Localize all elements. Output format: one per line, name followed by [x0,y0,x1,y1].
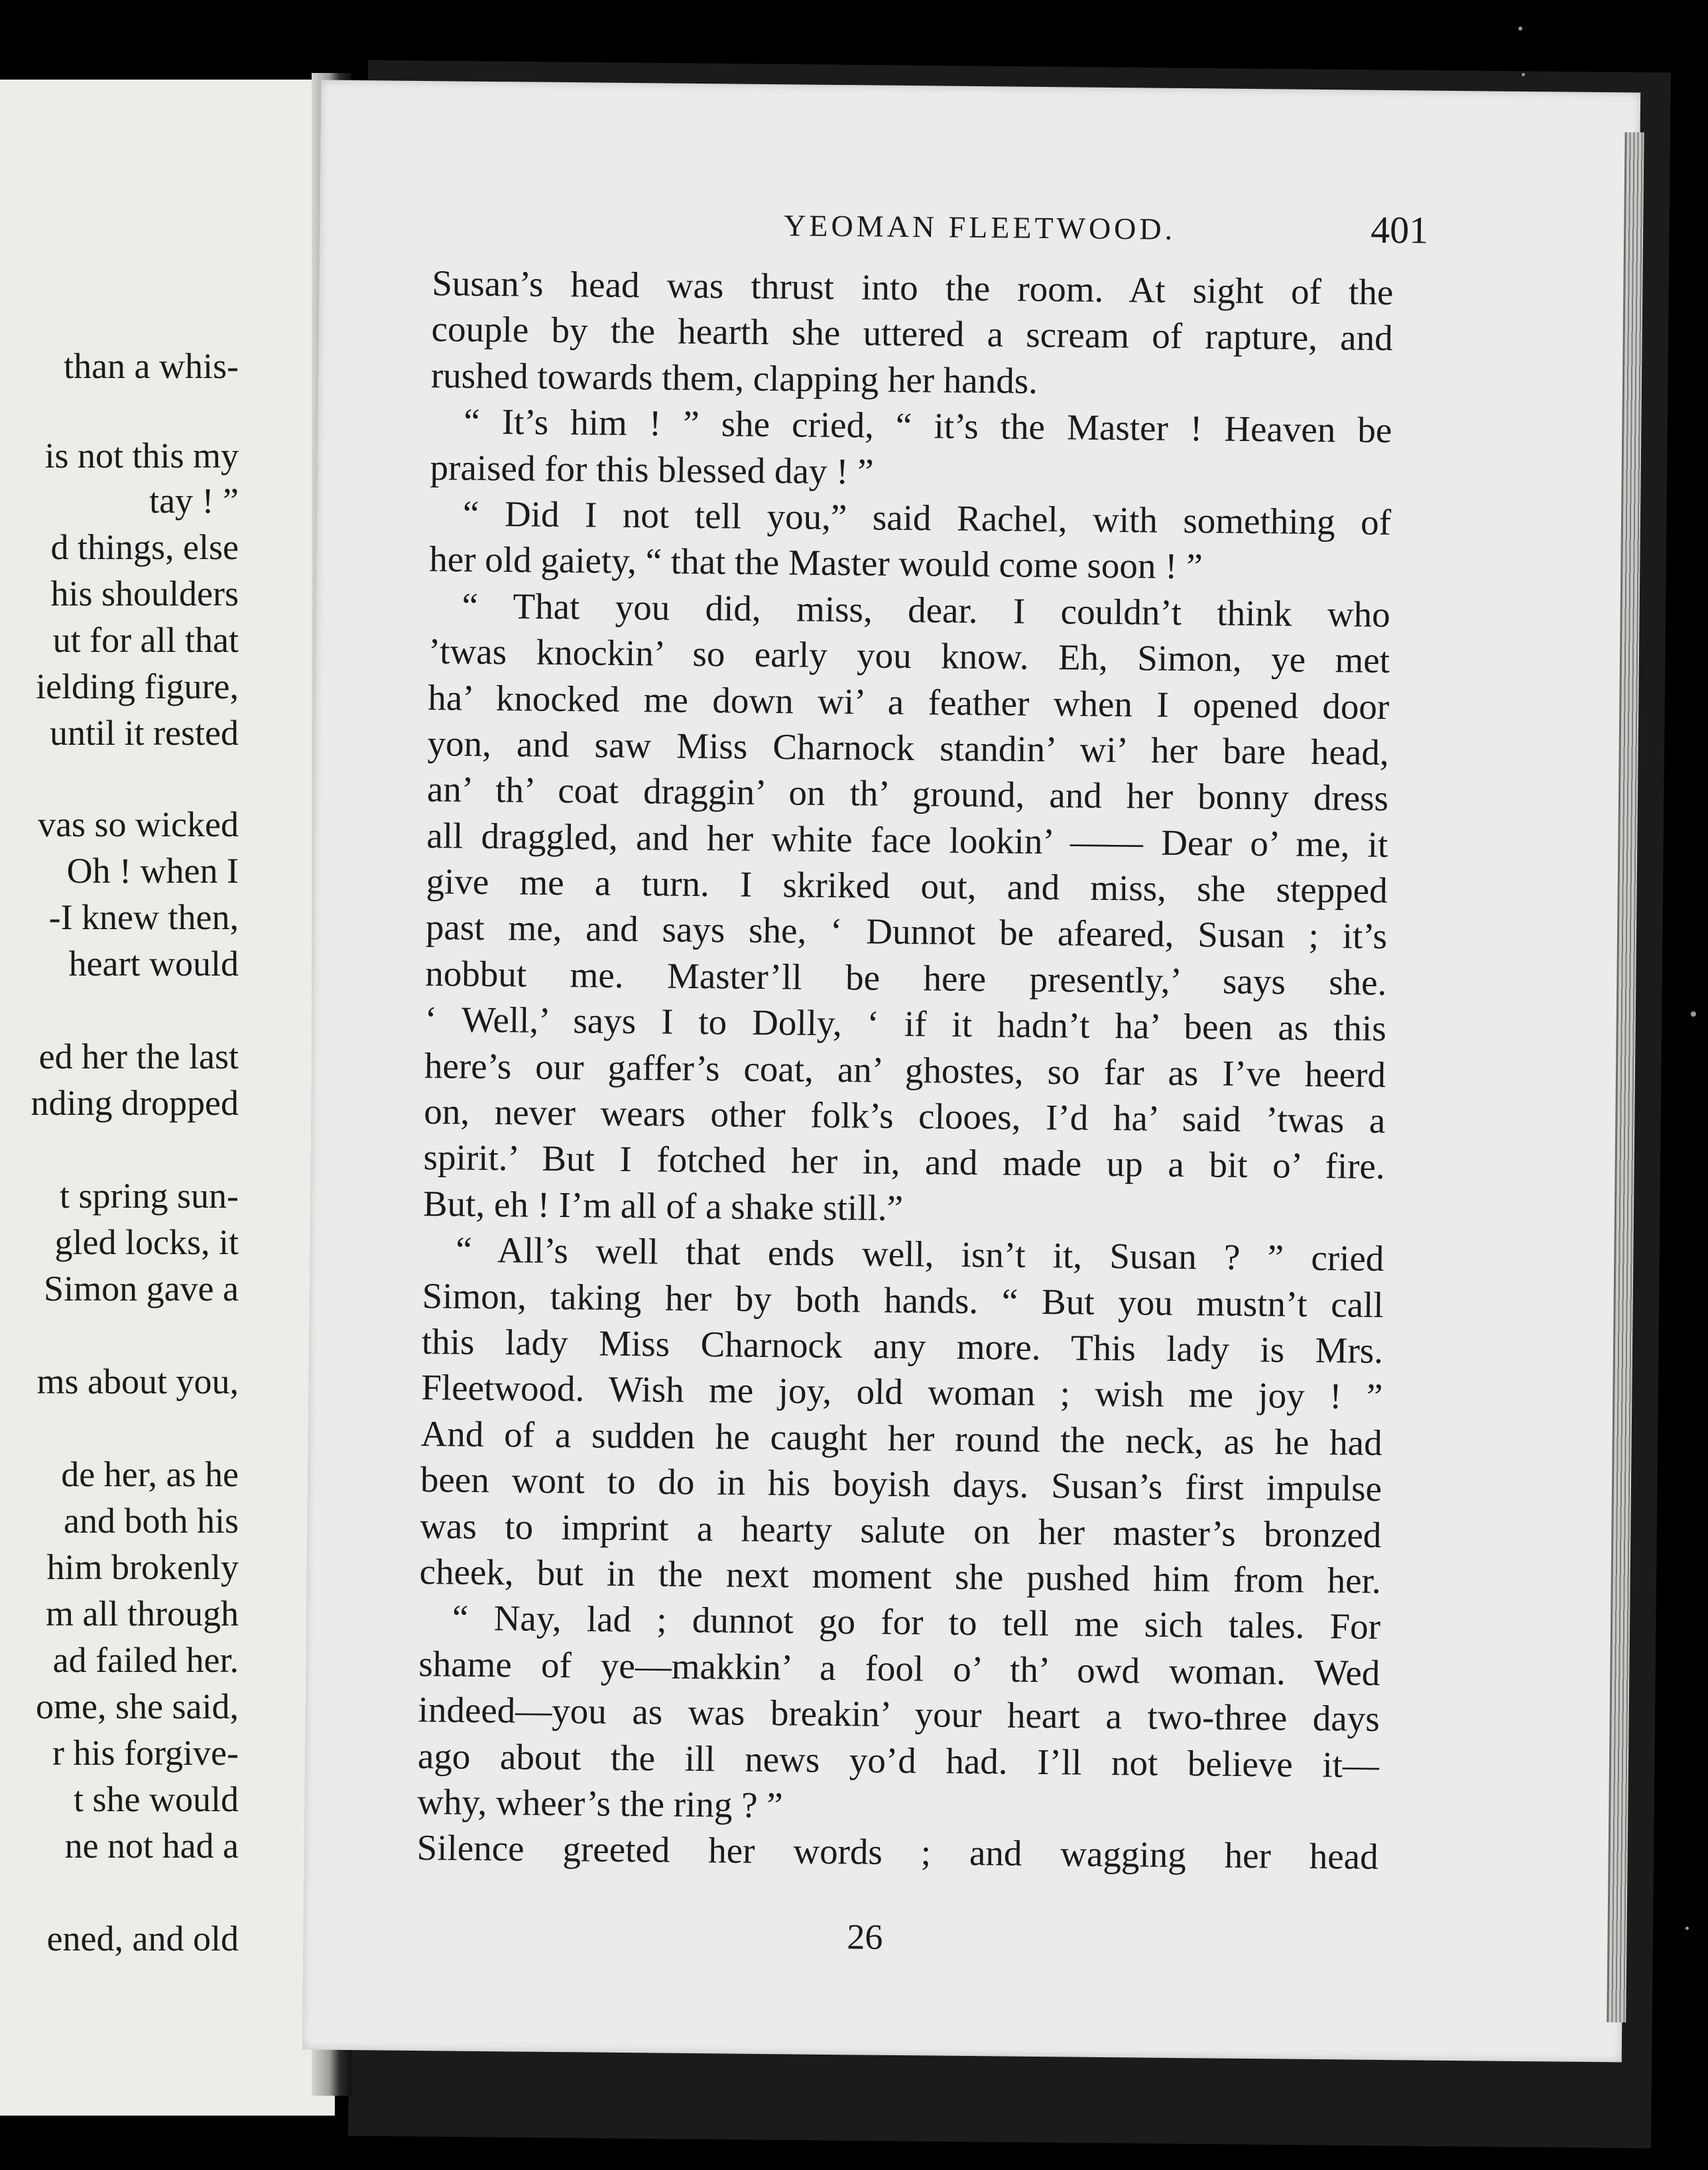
text-line: shame of ye—makkin’ a fool o’ th’ owd woman. Wed [418,1643,1380,1693]
text-line: But, eh ! I’m all of a shake still.” [422,1182,904,1228]
left-page-line: Simon gave a [44,1269,239,1308]
dust-speck [1691,1011,1696,1017]
text-line: “ All’s well that ends well, isn’t it, Susan ? ” cried [456,1229,1384,1279]
text-line: spirit.’ But I fotched her in, and made up a bit o’ fire. [423,1137,1385,1187]
text-line: this lady Miss Charnock any more. This lady is Mrs. [421,1321,1384,1371]
left-page-line: nding dropped [30,1083,239,1123]
text-line: Silence greeted her words ; and wagging her head [416,1827,1378,1878]
dust-speck [1685,1927,1689,1930]
left-page-line: ome, she said, [36,1687,239,1726]
text-line: all draggled, and her white face lookin’ —— Dear o’ me, it [426,814,1388,865]
text-line: ago about the ill news yo’d had. I’ll not believe it— [417,1735,1380,1785]
left-page-line: ad failed her. [52,1640,239,1680]
left-page-line: him brokenly [46,1547,239,1587]
text-line: here’s our gaffer’s coat, an’ ghostes, so far as I’ve heerd [424,1045,1386,1095]
text-line: “ Did I not tell you,” said Rachel, with something of [462,493,1392,542]
left-page-line: than a whis- [64,346,239,386]
text-line: ’twas knockin’ so early you know. Eh, Simon, ye met [428,631,1390,681]
text-line: yon, and saw Miss Charnock standin’ wi’ her bare head, [427,723,1389,773]
body-text [416,260,1393,1880]
text-line: her old gaiety, “ that the Master would come soon ! ” [429,539,1203,587]
text-line: past me, and says she, ‘ Dunnot be afeared, Susan ; it’s [425,907,1388,957]
text-line: “ It’s him ! ” she cried, “ it’s the Master ! Heaven be [463,401,1392,451]
left-page-line: t she would [74,1779,239,1819]
signature-mark: 26 [847,1917,883,1957]
dust-speck [1518,27,1522,31]
left-page-line: -I knew then, [48,897,239,937]
text-line: cheek, but in the next moment she pushed him from her. [419,1551,1381,1601]
left-page-line: r his forgive- [52,1733,239,1773]
dust-speck [1522,73,1525,76]
left-page-line: ut for all that [52,620,239,660]
page-number: 401 [1370,208,1429,252]
text-line: praised for this blessed day ! ” [430,446,874,492]
text-line: “ Nay, lad ; dunnot go for to tell me sich tales. For [452,1597,1381,1647]
text-line: ha’ knocked me down wi’ a feather when I opened door [428,676,1390,727]
text-line: And of a sudden he caught her round the neck, as he had [420,1413,1382,1463]
text-line: ‘ Well,’ says I to Dolly, ‘ if it hadn’t ha’ been as this [424,999,1386,1049]
left-page-line: de her, as he [61,1454,239,1494]
text-line: nobbut me. Master’ll be here presently,’ says she. [425,952,1387,1003]
text-line: Susan’s head was thrust into the room. At sight of the [432,263,1394,313]
right-page [302,80,1640,2063]
left-page-line: d things, else [50,527,239,567]
left-page-line: Oh ! when I [66,851,239,891]
text-line: give me a turn. I skriked out, and miss, she stepped [426,861,1388,911]
left-page-line: and both his [64,1501,239,1541]
left-facing-page [0,80,335,2116]
left-page-line: ielding figure, [36,667,239,706]
left-page-line: gled locks, it [54,1222,239,1262]
text-line: “ That you did, miss, dear. I couldn’t think who [461,585,1390,635]
left-page-line: his shoulders [50,574,239,613]
left-page-line: tay ! ” [149,481,239,521]
left-page-line: ed her the last [38,1037,239,1076]
text-line: couple by the hearth she uttered a scream of rapture, and [431,308,1393,359]
text-line: been wont to do in his boyish days. Susan’s first impulse [420,1459,1382,1509]
left-page-line: ened, and old [46,1919,239,1958]
text-line: on, never wears other folk’s clooes, I’d ha’ said ’twas a [424,1091,1386,1141]
left-page-line: m all through [46,1594,239,1633]
left-page-line: ne not had a [64,1826,239,1866]
text-line: rushed towards them, clapping her hands. [430,354,1038,401]
text-line: was to imprint a hearty salute on her master’s bronzed [420,1505,1382,1555]
left-page-line: t spring sun- [60,1176,239,1216]
text-line: indeed—you as was breakin’ your heart a two-three days [418,1689,1380,1740]
text-line: why, wheer’s the ring ? ” [417,1781,783,1826]
text-line: an’ th’ coat draggin’ on th’ ground, and her bonny dress [426,769,1389,819]
left-page-line: ms about you, [36,1362,239,1401]
left-page-line: heart would [68,944,239,984]
running-head: YEOMAN FLEETWOOD. [783,208,1176,246]
left-page-line: until it rested [50,713,239,753]
text-line: Simon, taking her by both hands. “ But you mustn’t call [422,1275,1384,1325]
left-page-line: vas so wicked [38,804,239,844]
left-page-line: is not this my [44,436,239,476]
text-line: Fleetwood. Wish me joy, old woman ; wish me joy ! ” [421,1367,1383,1417]
